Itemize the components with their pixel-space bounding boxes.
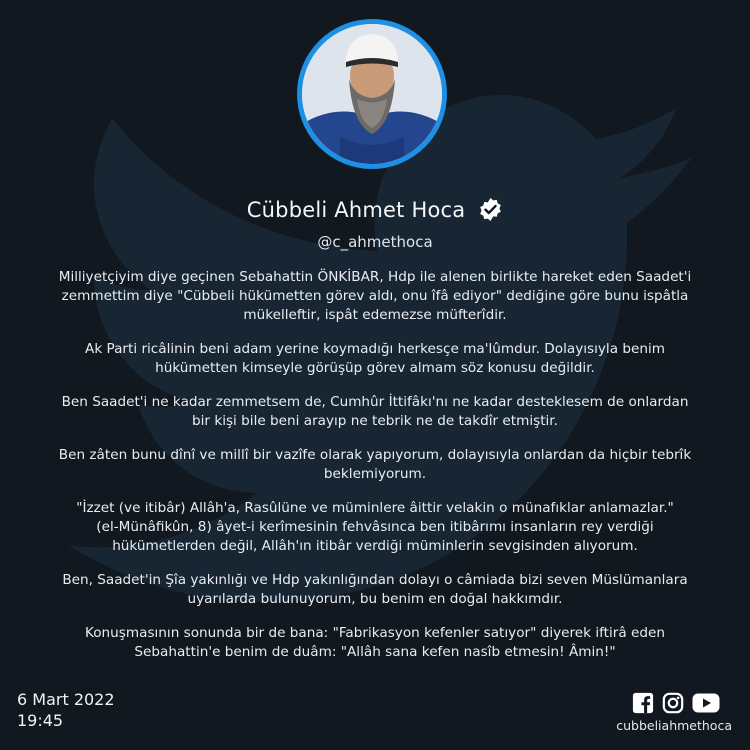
youtube-icon[interactable] <box>692 692 720 714</box>
paragraph <box>30 268 720 325</box>
text-line: (el-Münâfikûn, 8) âyet-i kerîmesinin fehvâsınca ben itibârımı insanların rey verdiği <box>96 519 654 535</box>
text-line: Ben, Saadet'in Şîa yakınlığı ve Hdp yakınlığından dolayı o câmiada bizi seven Müslümanlara <box>62 572 688 588</box>
post-date: 6 Mart 2022 <box>17 690 115 709</box>
text-line: Konuşmasının sonunda bir de bana: "Fabrikasyon kefenler satıyor" diyerek iftirâ eden <box>85 625 665 641</box>
profile-handle: @c_ahmethoca <box>317 233 433 251</box>
post-timestamp <box>17 689 115 731</box>
tweet-body <box>30 268 720 677</box>
paragraph <box>30 446 720 484</box>
verified-badge-icon <box>478 197 503 222</box>
text-line: uyarılarda bulunuyorum, bu benim en doğal hakkımdır. <box>187 591 563 607</box>
text-line: Ak Parti ricâlinin beni adam yerine koymadığı herkesçe ma'lûmdur. Dolayısıyla benim <box>85 341 665 357</box>
profile-name: Cübbeli Ahmet Hoca <box>246 198 466 222</box>
paragraph <box>30 393 720 431</box>
paragraph <box>30 624 720 662</box>
text-line: Ben zâten bunu dînî ve millî bir vazîfe olarak yapıyorum, dolayısıyla onlardan da hiçbir tebrîk <box>58 447 692 463</box>
paragraph <box>30 499 720 556</box>
profile-name-row <box>0 197 750 222</box>
text-line: bir kişi bile beni arayıp ne tebrik ne de takdîr etmiştir. <box>192 413 558 429</box>
text-line: "İzzet (ve itibâr) Allâh'a, Rasûlüne ve müminlere âittir velakin o münafıklar anlamazlar." <box>76 500 674 516</box>
paragraph <box>30 340 720 378</box>
post-time: 19:45 <box>17 711 64 730</box>
text-line: Milliyetçiyim diye geçinen Sebahattin ÖNKİBAR, Hdp ile alenen birlikte hareket eden Saadet'i <box>58 269 692 285</box>
text-line: Ben Saadet'i ne kadar zemmetsem de, Cumhûr İttifâkı'nı ne kadar desteklesem de onlardan <box>61 394 689 410</box>
social-icons <box>632 692 720 714</box>
text-line: hükümetten kimseyle görüşüp görev almam söz konusu değildir. <box>155 360 595 376</box>
instagram-icon[interactable] <box>662 692 684 714</box>
text-line: hükümetlerden değil, Allâh'ın itibâr verdiği müminlerin sevgisinden alıyorum. <box>112 538 638 554</box>
social-handle: cubbeliahmethoca <box>616 718 732 733</box>
facebook-icon[interactable] <box>632 692 654 714</box>
text-line: zemmettim diye "Cübbeli hükümetten görev aldı, onu îfâ ediyor" dediğine göre bunu ispâtla <box>61 288 689 304</box>
avatar-portrait <box>302 24 442 164</box>
text-line: mükelleftir, ispât edemezse müfterîdir. <box>243 307 507 323</box>
text-line: beklemiyorum. <box>323 466 427 482</box>
text-line: Sebahattin'e benim de duâm: "Allâh sana kefen nasîb etmesin! Âmin!" <box>134 644 616 660</box>
avatar <box>297 19 447 169</box>
paragraph <box>30 571 720 609</box>
